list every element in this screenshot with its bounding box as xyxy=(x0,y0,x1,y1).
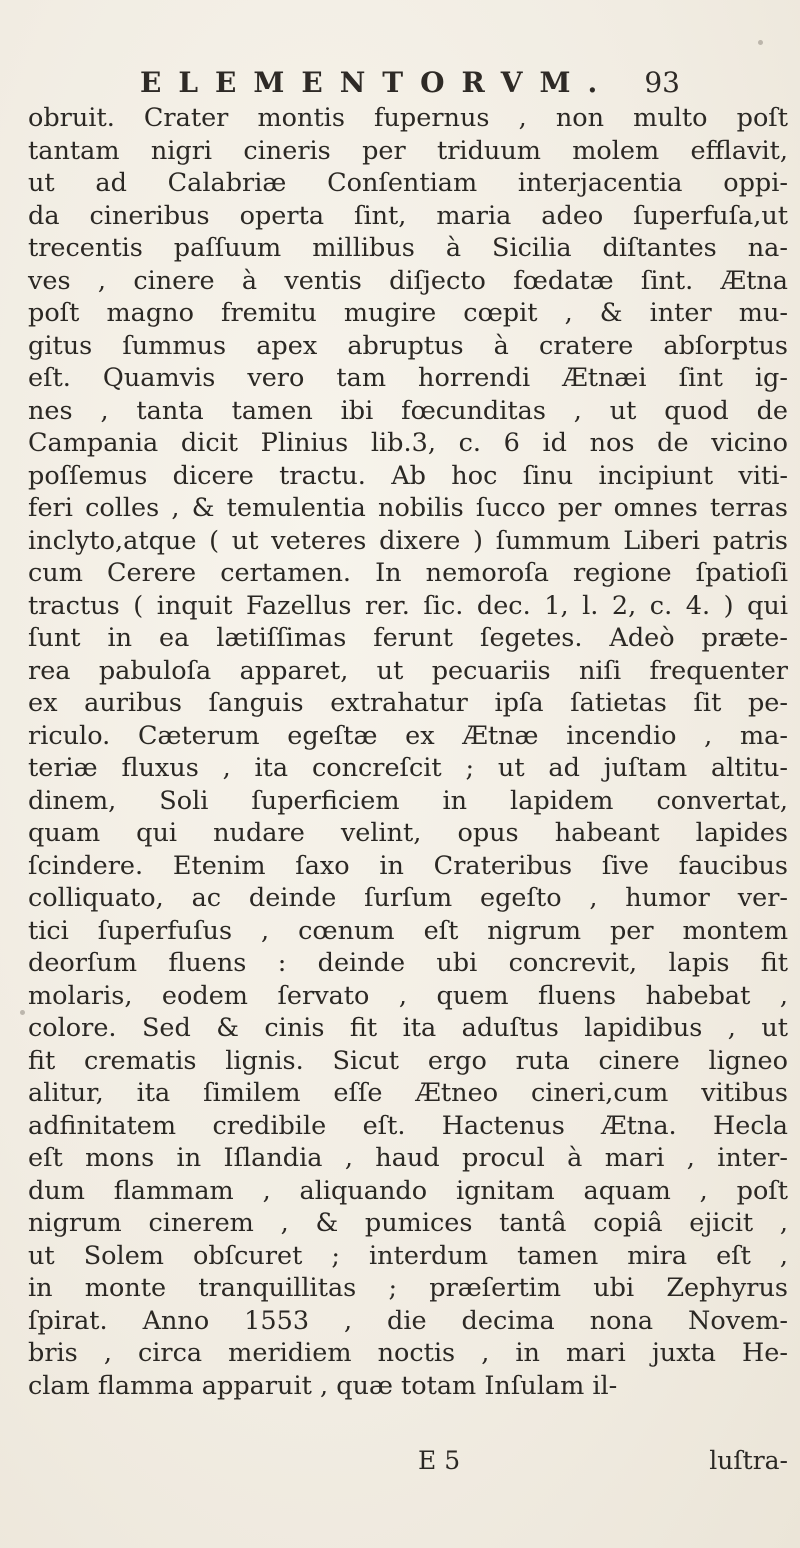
page-number: 93 xyxy=(644,66,680,99)
text-line: tractus ( inquit Fazellus rer. ſic. dec. 1, l. 2, c. 4. ) qui xyxy=(28,590,788,621)
text-line: fit crematis lignis. Sicut ergo ruta cinere ligneo xyxy=(28,1045,788,1076)
text-line: dinem, Soli ſuperficiem in lapidem convertat, xyxy=(28,785,788,816)
text-line: tici ſuperfuſus , cœnum eſt nigrum per montem xyxy=(28,915,788,946)
text-line: ex auribus ſanguis extrahatur ipſa ſatietas ſit pe- xyxy=(28,688,788,718)
text-line: eſt. Quamvis vero tam horrendi Ætnæi ſint ig- xyxy=(28,363,788,393)
text-line: da cineribus operta ſint, maria adeo ſuperfuſa,ut xyxy=(28,200,788,231)
text-line: nigrum cinerem , & pumices tantâ copiâ ejicit , xyxy=(28,1208,788,1238)
running-head: ELEMENTORVM. xyxy=(140,66,615,99)
text-line: trecentis paſſuum millibus à Sicilia diſtantes na- xyxy=(28,233,788,263)
text-line: poſt magno fremitu mugire cœpit , & inter mu- xyxy=(28,298,788,328)
text-line: feri colles , & temulentia nobilis ſucco per omnes terras xyxy=(28,493,788,523)
text-line: clam flamma apparuit , quæ totam Inſulam il- xyxy=(28,1370,618,1401)
text-line: obruit. Crater montis fupernus , non multo poſt xyxy=(28,103,788,133)
paper-speck xyxy=(758,40,763,45)
text-line: quam qui nudare velint, opus habeant lapides xyxy=(28,818,788,848)
signature-mark: E 5 xyxy=(418,1446,461,1475)
page-header xyxy=(140,66,680,102)
text-line: poſſemus dicere tractu. Ab hoc ſinu incipiunt viti- xyxy=(28,460,788,491)
text-line: colliquato, ac deinde ſurſum egeſto , humor ver- xyxy=(28,883,788,913)
text-line: tantam nigri cineris per triduum molem efflavit, xyxy=(28,135,788,166)
catchword: luſtra- xyxy=(709,1446,788,1475)
text-line: nes , tanta tamen ibi fœcunditas , ut quod de xyxy=(28,395,788,426)
text-line: deorſum fluens : deinde ubi concrevit, lapis fit xyxy=(28,948,788,978)
text-line: ut Solem obſcuret ; interdum tamen mira eſt , xyxy=(28,1240,788,1271)
text-line: gitus ſummus apex abruptus à cratere abſorptus xyxy=(28,330,788,361)
body-text xyxy=(28,102,788,1402)
text-line: ut ad Calabriæ Conſentiam interjacentia oppi- xyxy=(28,168,788,198)
text-line: ves , cinere à ventis diſjecto fœdatæ ſint. Ætna xyxy=(28,265,788,296)
text-line: rea pabuloſa apparet, ut pecuariis niſi frequenter xyxy=(28,655,788,686)
text-line: riculo. Cæterum egeſtæ ex Ætnæ incendio , ma- xyxy=(28,720,788,751)
text-line: molaris, eodem ſervato , quem fluens habebat , xyxy=(28,980,788,1011)
text-line: in monte tranquillitas ; præſertim ubi Zephyrus xyxy=(28,1273,788,1303)
text-line: dum flammam , aliquando ignitam aquam , poſt xyxy=(28,1175,788,1206)
text-line: eſt mons in Iſlandia , haud procul à mari , inter- xyxy=(28,1143,788,1173)
text-line: bris , circa meridiem noctis , in mari juxta He- xyxy=(28,1338,788,1368)
text-line: alitur, ita ſimilem eſſe Ætneo cineri,cum vitibus xyxy=(28,1078,788,1108)
page-footer xyxy=(28,1446,788,1478)
text-line: Campania dicit Plinius lib.3, c. 6 id nos de vicino xyxy=(28,428,788,458)
text-line: ſcindere. Etenim ſaxo in Crateribus ſive faucibus xyxy=(28,850,788,881)
text-line: adfinitatem credibile eſt. Hactenus Ætna. Hecla xyxy=(28,1110,788,1141)
text-line: colore. Sed & cinis fit ita aduſtus lapidibus , ut xyxy=(28,1013,788,1043)
text-line: ſpirat. Anno 1553 , die decima nona Novem- xyxy=(28,1305,788,1336)
text-line: ſunt in ea lætiſſimas ferunt ſegetes. Adeò præte- xyxy=(28,623,788,653)
text-line: teriæ fluxus , ita concreſcit ; ut ad juſtam altitu- xyxy=(28,753,788,783)
text-line: cum Cerere certamen. In nemoroſa regione ſpatioſi xyxy=(28,558,788,588)
paper-speck xyxy=(20,1010,25,1015)
text-line: inclyto,atque ( ut veteres dixere ) ſummum Liberi patris xyxy=(28,525,788,556)
